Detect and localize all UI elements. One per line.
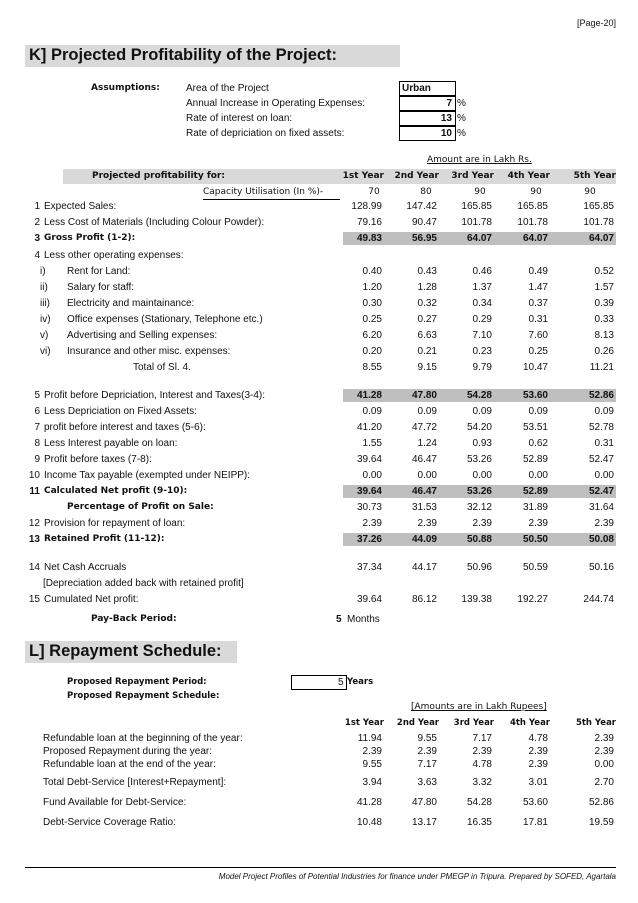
repayment-year-header: 3rd Year — [453, 718, 494, 728]
row-value: 79.16 — [356, 217, 382, 228]
row-value: 44.09 — [411, 534, 437, 545]
assumptions-label: Assumptions: — [91, 83, 160, 93]
repayment-value: 2.39 — [417, 746, 437, 757]
row-number: i) — [40, 266, 46, 277]
payback-label: Pay-Back Period: — [91, 614, 177, 624]
row-label: Rent for Land: — [67, 266, 131, 277]
row-value: 50.50 — [522, 534, 548, 545]
assumption-unit: % — [457, 98, 466, 109]
row-value: 54.20 — [466, 422, 492, 433]
row-value: 53.26 — [466, 486, 492, 497]
row-value: 0.25 — [528, 346, 548, 357]
repayment-value: 4.78 — [472, 759, 492, 770]
row-value: 6.63 — [417, 330, 437, 341]
year-header: 2nd Year — [394, 171, 439, 181]
row-value: 37.26 — [356, 534, 382, 545]
row-number: v) — [40, 330, 49, 341]
repayment-row-label: Refundable loan at the beginning of the year: — [43, 733, 243, 744]
repayment-value: 17.81 — [522, 817, 548, 828]
row-value: 50.59 — [522, 562, 548, 573]
row-value: 0.31 — [528, 314, 548, 325]
repayment-row-label: Proposed Repayment during the year: — [43, 746, 212, 757]
repayment-value: 41.28 — [356, 797, 382, 808]
row-value: 0.27 — [417, 314, 437, 325]
row-number: iii) — [40, 298, 50, 309]
row-label: Less Depriciation on Fixed Assets: — [44, 406, 197, 417]
row-label: Profit before taxes (7-8): — [44, 454, 152, 465]
row-value: 2.39 — [594, 518, 614, 529]
row-value: 1.28 — [417, 282, 437, 293]
amount-note: Amount are in Lakh Rs. — [427, 155, 532, 165]
row-value: 90.47 — [411, 217, 437, 228]
row-value: 32.12 — [466, 502, 492, 513]
row-value: 53.26 — [466, 454, 492, 465]
row-value: 165.85 — [517, 201, 548, 212]
row-value: 0.31 — [594, 438, 614, 449]
schedule-label: Proposed Repayment Schedule: — [67, 691, 220, 701]
row-label: Less other operating expenses: — [44, 250, 184, 261]
row-value: 0.26 — [594, 346, 614, 357]
row-value: 11.21 — [589, 362, 614, 373]
repayment-value: 7.17 — [417, 759, 437, 770]
row-value: 0.09 — [472, 406, 492, 417]
capacity-underline — [203, 199, 340, 200]
row-value: 101.78 — [517, 217, 548, 228]
row-value: 46.47 — [411, 486, 437, 497]
year-header: 4th Year — [507, 171, 550, 181]
row-number: 7 — [34, 422, 40, 433]
row-value: 2.39 — [528, 518, 548, 529]
row-label: Calculated Net profit (9-10): — [44, 486, 188, 496]
row-value: 165.85 — [583, 201, 614, 212]
repayment-value: 3.94 — [362, 777, 382, 788]
row-value: 0.43 — [417, 266, 437, 277]
section-k-title-bar — [25, 45, 400, 67]
capacity-value: 90 — [530, 187, 542, 197]
row-number: 5 — [34, 390, 40, 401]
row-number: 9 — [34, 454, 40, 465]
row-value: 0.00 — [528, 470, 548, 481]
repayment-value: 7.17 — [472, 733, 492, 744]
row-value: 7.10 — [472, 330, 492, 341]
repayment-value: 2.39 — [528, 759, 548, 770]
row-value: 52.89 — [522, 454, 548, 465]
payback-value: 5 — [336, 614, 342, 625]
row-value: 86.12 — [411, 594, 437, 605]
repayment-year-header: 4th Year — [509, 718, 550, 728]
row-label: Cumulated Net profit: — [44, 594, 139, 605]
payback-unit: Months — [347, 614, 380, 625]
row-value: 6.20 — [362, 330, 382, 341]
row-value: 44.17 — [411, 562, 437, 573]
assumption-label: Rate of depriciation on fixed assets: — [186, 128, 345, 139]
row-value: 1.47 — [528, 282, 548, 293]
repayment-value: 9.55 — [417, 733, 437, 744]
row-number: 6 — [34, 406, 40, 417]
header-label: Projected profitability for: — [92, 171, 225, 181]
row-value: 64.07 — [588, 233, 614, 244]
row-number: 2 — [34, 217, 40, 228]
row-value: 0.39 — [594, 298, 614, 309]
row-label: Office expenses (Stationary, Telephone etc.) — [67, 314, 263, 325]
row-number: 11 — [29, 486, 40, 497]
row-value: 0.00 — [362, 470, 382, 481]
repayment-amount-note: [Amounts are in Lakh Rupees] — [411, 702, 547, 712]
capacity-value: 90 — [474, 187, 486, 197]
row-value: 0.32 — [417, 298, 437, 309]
capacity-label: Capacity Utilisation (In %)- — [203, 187, 324, 197]
row-value: 53.51 — [522, 422, 548, 433]
row-value: 0.00 — [417, 470, 437, 481]
row-value: 37.34 — [356, 562, 382, 573]
row-value: 39.64 — [356, 486, 382, 497]
row-value: 52.47 — [588, 486, 614, 497]
row-value: 39.64 — [356, 594, 382, 605]
row-value: 0.09 — [594, 406, 614, 417]
row-value: 2.39 — [362, 518, 382, 529]
row-value: 0.23 — [472, 346, 492, 357]
assumption-value: 13 — [440, 113, 452, 124]
row-number: 10 — [28, 470, 40, 481]
row-value: 41.20 — [356, 422, 382, 433]
row-value: 39.64 — [356, 454, 382, 465]
row-label: Net Cash Accruals — [44, 562, 127, 573]
row-value: 0.29 — [472, 314, 492, 325]
row-value: 0.21 — [417, 346, 437, 357]
repayment-row-label: Refundable loan at the end of the year: — [43, 759, 216, 770]
row-label: Expected Sales: — [44, 201, 117, 212]
row-value: 9.79 — [472, 362, 492, 373]
footer-rule — [25, 867, 616, 868]
row-value: 7.60 — [528, 330, 548, 341]
year-header: 3rd Year — [451, 171, 494, 181]
row-value: 2.39 — [472, 518, 492, 529]
row-value: 1.55 — [362, 438, 382, 449]
repayment-value: 2.39 — [528, 746, 548, 757]
repayment-value: 9.55 — [362, 759, 382, 770]
row-value: 0.40 — [362, 266, 382, 277]
row-value: 101.78 — [583, 217, 614, 228]
row-value: 31.89 — [522, 502, 548, 513]
row-label: Advertising and Selling expenses: — [67, 330, 218, 341]
row-value: 0.20 — [362, 346, 382, 357]
repayment-value: 2.70 — [594, 777, 614, 788]
row-label: Electricity and maintainance: — [67, 298, 195, 309]
row-number: 15 — [28, 594, 40, 605]
repayment-value: 52.86 — [588, 797, 614, 808]
row-value: 139.38 — [461, 594, 492, 605]
repayment-value: 3.63 — [417, 777, 437, 788]
row-value: 52.89 — [522, 486, 548, 497]
row-value: 52.47 — [588, 454, 614, 465]
row-label: Total of Sl. 4. — [133, 362, 191, 373]
repayment-row-label: Fund Available for Debt-Service: — [43, 797, 187, 808]
row-value: 50.88 — [466, 534, 492, 545]
repayment-value: 19.59 — [588, 817, 614, 828]
row-value: 50.16 — [588, 562, 614, 573]
row-value: 0.09 — [362, 406, 382, 417]
repayment-value: 3.01 — [528, 777, 548, 788]
row-value: 8.55 — [362, 362, 382, 373]
row-value: 52.78 — [588, 422, 614, 433]
row-value: 0.37 — [528, 298, 548, 309]
section-l-title-bar — [25, 641, 237, 663]
repayment-value: 13.17 — [411, 817, 437, 828]
row-value: 31.53 — [411, 502, 437, 513]
row-value: 46.47 — [411, 454, 437, 465]
assumption-unit: % — [457, 128, 466, 139]
row-value: 192.27 — [517, 594, 548, 605]
row-value: 54.28 — [466, 390, 492, 401]
assumption-unit: % — [457, 113, 466, 124]
repayment-row-label: Debt-Service Coverage Ratio: — [43, 817, 176, 828]
repayment-value: 16.35 — [466, 817, 492, 828]
period-label: Proposed Repayment Period: — [67, 677, 207, 687]
row-value: 0.46 — [472, 266, 492, 277]
repayment-value: 2.39 — [472, 746, 492, 757]
repayment-year-header: 1st Year — [344, 718, 384, 728]
row-value: 53.60 — [522, 390, 548, 401]
row-number: 13 — [28, 534, 40, 545]
row-value: 50.96 — [466, 562, 492, 573]
repayment-year-header: 2nd Year — [396, 718, 439, 728]
repayment-value: 53.60 — [522, 797, 548, 808]
assumption-label: Rate of interest on loan: — [186, 113, 293, 124]
row-value: 10.47 — [522, 362, 548, 373]
row-label: Retained Profit (11-12): — [44, 534, 165, 544]
row-label: Income Tax payable (exempted under NEIPP): — [44, 470, 251, 481]
row-label: profit before interest and taxes (5-6): — [44, 422, 206, 433]
row-value: 9.15 — [417, 362, 437, 373]
row-value: 0.49 — [528, 266, 548, 277]
row-value: 0.93 — [472, 438, 492, 449]
period-unit: Years — [347, 677, 374, 687]
row-number: 1 — [34, 201, 40, 212]
row-label: [Depreciation added back with retained profit] — [43, 578, 244, 589]
row-value: 1.57 — [594, 282, 614, 293]
repayment-value: 3.32 — [472, 777, 492, 788]
section-l-title: L] Repayment Schedule: — [29, 642, 222, 660]
year-header: 5th Year — [573, 171, 616, 181]
period-value: 5 — [338, 677, 344, 688]
row-label: Insurance and other misc. expenses: — [67, 346, 231, 357]
row-value: 244.74 — [583, 594, 614, 605]
row-value: 2.39 — [417, 518, 437, 529]
row-number: ii) — [40, 282, 48, 293]
row-label: Less Interest payable on loan: — [44, 438, 178, 449]
footer-text: Model Project Profiles of Potential Industries for finance under PMEGP in Tripura. Prepared by SOFED, Agartala — [218, 872, 616, 881]
row-label: Less Cost of Materials (Including Colour Powder): — [44, 217, 265, 228]
row-value: 1.20 — [362, 282, 382, 293]
row-value: 41.28 — [356, 390, 382, 401]
assumption-value: 10 — [440, 128, 452, 139]
row-value: 165.85 — [461, 201, 492, 212]
repayment-value: 47.80 — [411, 797, 437, 808]
row-number: iv) — [40, 314, 51, 325]
row-number: 12 — [28, 518, 40, 529]
assumption-label: Annual Increase in Operating Expenses: — [186, 98, 365, 109]
row-number: vi) — [40, 346, 51, 357]
row-value: 47.72 — [411, 422, 437, 433]
row-number: 8 — [34, 438, 40, 449]
row-value: 101.78 — [461, 217, 492, 228]
row-number: 4 — [34, 250, 40, 261]
row-value: 0.09 — [417, 406, 437, 417]
row-label: Gross Profit (1-2): — [44, 233, 136, 243]
row-value: 0.33 — [594, 314, 614, 325]
row-value: 0.09 — [528, 406, 548, 417]
row-label: Provision for repayment of loan: — [44, 518, 186, 529]
row-value: 8.13 — [594, 330, 614, 341]
assumption-value: 7 — [446, 98, 452, 109]
capacity-value: 70 — [368, 187, 380, 197]
row-number: 3 — [34, 233, 40, 244]
repayment-value: 2.39 — [594, 733, 614, 744]
repayment-value: 0.00 — [594, 759, 614, 770]
row-value: 0.00 — [594, 470, 614, 481]
year-header: 1st Year — [342, 171, 384, 181]
assumption-label: Area of the Project — [186, 83, 269, 94]
row-value: 52.86 — [588, 390, 614, 401]
repayment-value: 2.39 — [362, 746, 382, 757]
page-number: [Page-20] — [576, 18, 616, 28]
row-value: 64.07 — [466, 233, 492, 244]
row-label: Salary for staff: — [67, 282, 135, 293]
row-value: 31.64 — [588, 502, 614, 513]
row-value: 47.80 — [411, 390, 437, 401]
row-value: 0.34 — [472, 298, 492, 309]
row-number: 14 — [28, 562, 40, 573]
row-value: 64.07 — [522, 233, 548, 244]
repayment-row-label: Total Debt-Service [Interest+Repayment]: — [43, 777, 227, 788]
assumption-value: Urban — [402, 83, 431, 94]
repayment-value: 2.39 — [594, 746, 614, 757]
row-label: Percentage of Profit on Sale: — [67, 502, 214, 512]
repayment-value: 11.94 — [357, 733, 382, 744]
row-value: 147.42 — [406, 201, 437, 212]
row-value: 0.52 — [594, 266, 614, 277]
row-value: 1.37 — [472, 282, 492, 293]
row-value: 0.30 — [362, 298, 382, 309]
row-value: 50.08 — [588, 534, 614, 545]
row-value: 0.00 — [472, 470, 492, 481]
repayment-value: 4.78 — [528, 733, 548, 744]
row-value: 30.73 — [356, 502, 382, 513]
row-value: 49.83 — [356, 233, 382, 244]
capacity-value: 90 — [584, 187, 596, 197]
row-value: 128.99 — [351, 201, 382, 212]
row-value: 0.62 — [528, 438, 548, 449]
row-value: 0.25 — [362, 314, 382, 325]
row-value: 56.95 — [411, 233, 437, 244]
section-k-title: K] Projected Profitability of the Project: — [29, 46, 338, 64]
repayment-year-header: 5th Year — [575, 718, 616, 728]
row-value: 1.24 — [417, 438, 437, 449]
row-label: Profit before Depriciation, Interest and Taxes(3-4): — [44, 390, 266, 401]
capacity-value: 80 — [420, 187, 432, 197]
repayment-value: 54.28 — [466, 797, 492, 808]
repayment-value: 10.48 — [356, 817, 382, 828]
